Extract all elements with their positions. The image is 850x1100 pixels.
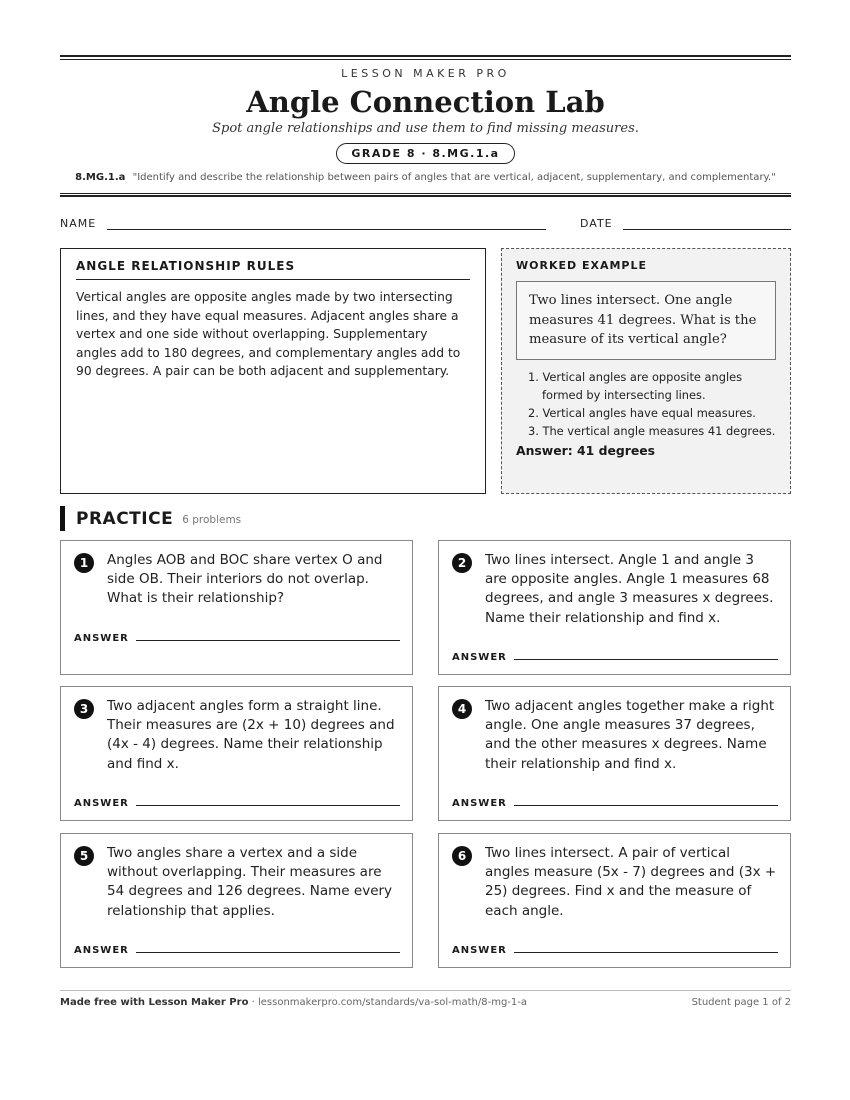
problem-text: Two lines intersect. A pair of vertical angles measure (5x - 7) degrees and (3x + 25) degrees. Find x and the measure of each angle. [485, 845, 777, 919]
worksheet-subtitle: Spot angle relationships and use them to find missing measures. [212, 121, 639, 136]
example-problem: Two lines intersect. One angle measures 41 degrees. What is the measure of its vertical angle? [516, 281, 776, 360]
example-steps [516, 368, 776, 440]
standard-text: "Identify and describe the relationship between pairs of angles that are vertical, adjacent, supplementary, and complementary." [132, 172, 776, 183]
problem-card-3 [60, 686, 413, 821]
header [60, 60, 791, 183]
example-answer: Answer: 41 degrees [516, 442, 656, 458]
problem-number: 1 [74, 553, 94, 573]
problem-text: Two angles share a vertex and a side without overlapping. Their measures are 54 degrees and 126 degrees. Name every relationship that applies. [107, 845, 393, 919]
rules-box [60, 248, 486, 494]
date-label: DATE [580, 217, 613, 230]
example-step: 3. The vertical angle measures 41 degrees. [528, 423, 776, 438]
rules-heading: ANGLE RELATIONSHIP RULES [76, 259, 470, 280]
footer [60, 997, 791, 1008]
brand-name: LESSON MAKER PRO [341, 67, 510, 80]
answer-field[interactable] [136, 805, 400, 806]
footer-made-with: Made free with Lesson Maker Pro [60, 997, 249, 1008]
answer-label: ANSWER [452, 652, 507, 663]
answer-label: ANSWER [74, 945, 129, 956]
date-field[interactable] [623, 229, 791, 230]
answer-field[interactable] [514, 952, 778, 953]
problem-number: 2 [452, 553, 472, 573]
problem-card-2 [438, 540, 791, 675]
problem-card-1 [60, 540, 413, 675]
answer-label: ANSWER [74, 633, 129, 644]
problem-text: Two adjacent angles form a straight line. Their measures are (2x + 10) degrees and (4x - 4) degrees. Name their relationship and find x. [107, 698, 395, 772]
practice-heading [60, 506, 241, 531]
example-step: 2. Vertical angles have equal measures. [528, 405, 756, 420]
grade-badge: GRADE 8 · 8.MG.1.a [336, 143, 514, 164]
name-label: NAME [60, 217, 97, 230]
problem-count: 6 problems [182, 514, 242, 526]
standard-line [60, 172, 791, 183]
footer-divider [60, 990, 791, 991]
standard-code: 8.MG.1.a [75, 172, 126, 183]
answer-field[interactable] [514, 805, 778, 806]
answer-label: ANSWER [452, 945, 507, 956]
answer-field[interactable] [514, 659, 778, 660]
problem-number: 4 [452, 699, 472, 719]
problem-card-6 [438, 833, 791, 968]
example-step: 1. Vertical angles are opposite angles formed by intersecting lines. [528, 369, 743, 402]
problem-number: 5 [74, 846, 94, 866]
page-number: Student page 1 of 2 [691, 997, 791, 1008]
problem-number: 3 [74, 699, 94, 719]
answer-field[interactable] [136, 640, 400, 641]
answer-label: ANSWER [74, 798, 129, 809]
answer-label: ANSWER [452, 798, 507, 809]
name-date-row [60, 207, 791, 247]
problem-number: 6 [452, 846, 472, 866]
worksheet-title: Angle Connection Lab [246, 85, 605, 119]
worksheet-page [60, 55, 791, 1008]
header-bottom-rule [60, 193, 791, 197]
rules-text: Vertical angles are opposite angles made by two intersecting lines, and they have equal measures. Adjacent angles share a vertex and one side without overlapping. Supplementary angles add to 180 degrees, and complementary angles add to 90 degrees. A pair can be both adjacent and supplementary. [76, 290, 461, 378]
problem-card-5 [60, 833, 413, 968]
problem-text: Two adjacent angles together make a right angle. One angle measures 37 degrees, and the other measures x degrees. Name their relationship and find x. [485, 698, 775, 772]
footer-url[interactable]: · lessonmakerpro.com/standards/va-sol-math/8-mg-1-a [248, 997, 528, 1008]
worked-example-heading: WORKED EXAMPLE [516, 259, 647, 272]
answer-field[interactable] [136, 952, 400, 953]
problem-text: Angles AOB and BOC share vertex O and side OB. Their interiors do not overlap. What is their relationship? [107, 552, 383, 607]
problem-card-4 [438, 686, 791, 821]
practice-title: PRACTICE [76, 508, 174, 529]
worked-example-box [501, 248, 791, 494]
name-field[interactable] [107, 229, 546, 230]
problem-text: Two lines intersect. Angle 1 and angle 3 are opposite angles. Angle 1 measures 68 degrees, and angle 3 measures x degrees. Name their relationship and find x. [485, 552, 774, 626]
